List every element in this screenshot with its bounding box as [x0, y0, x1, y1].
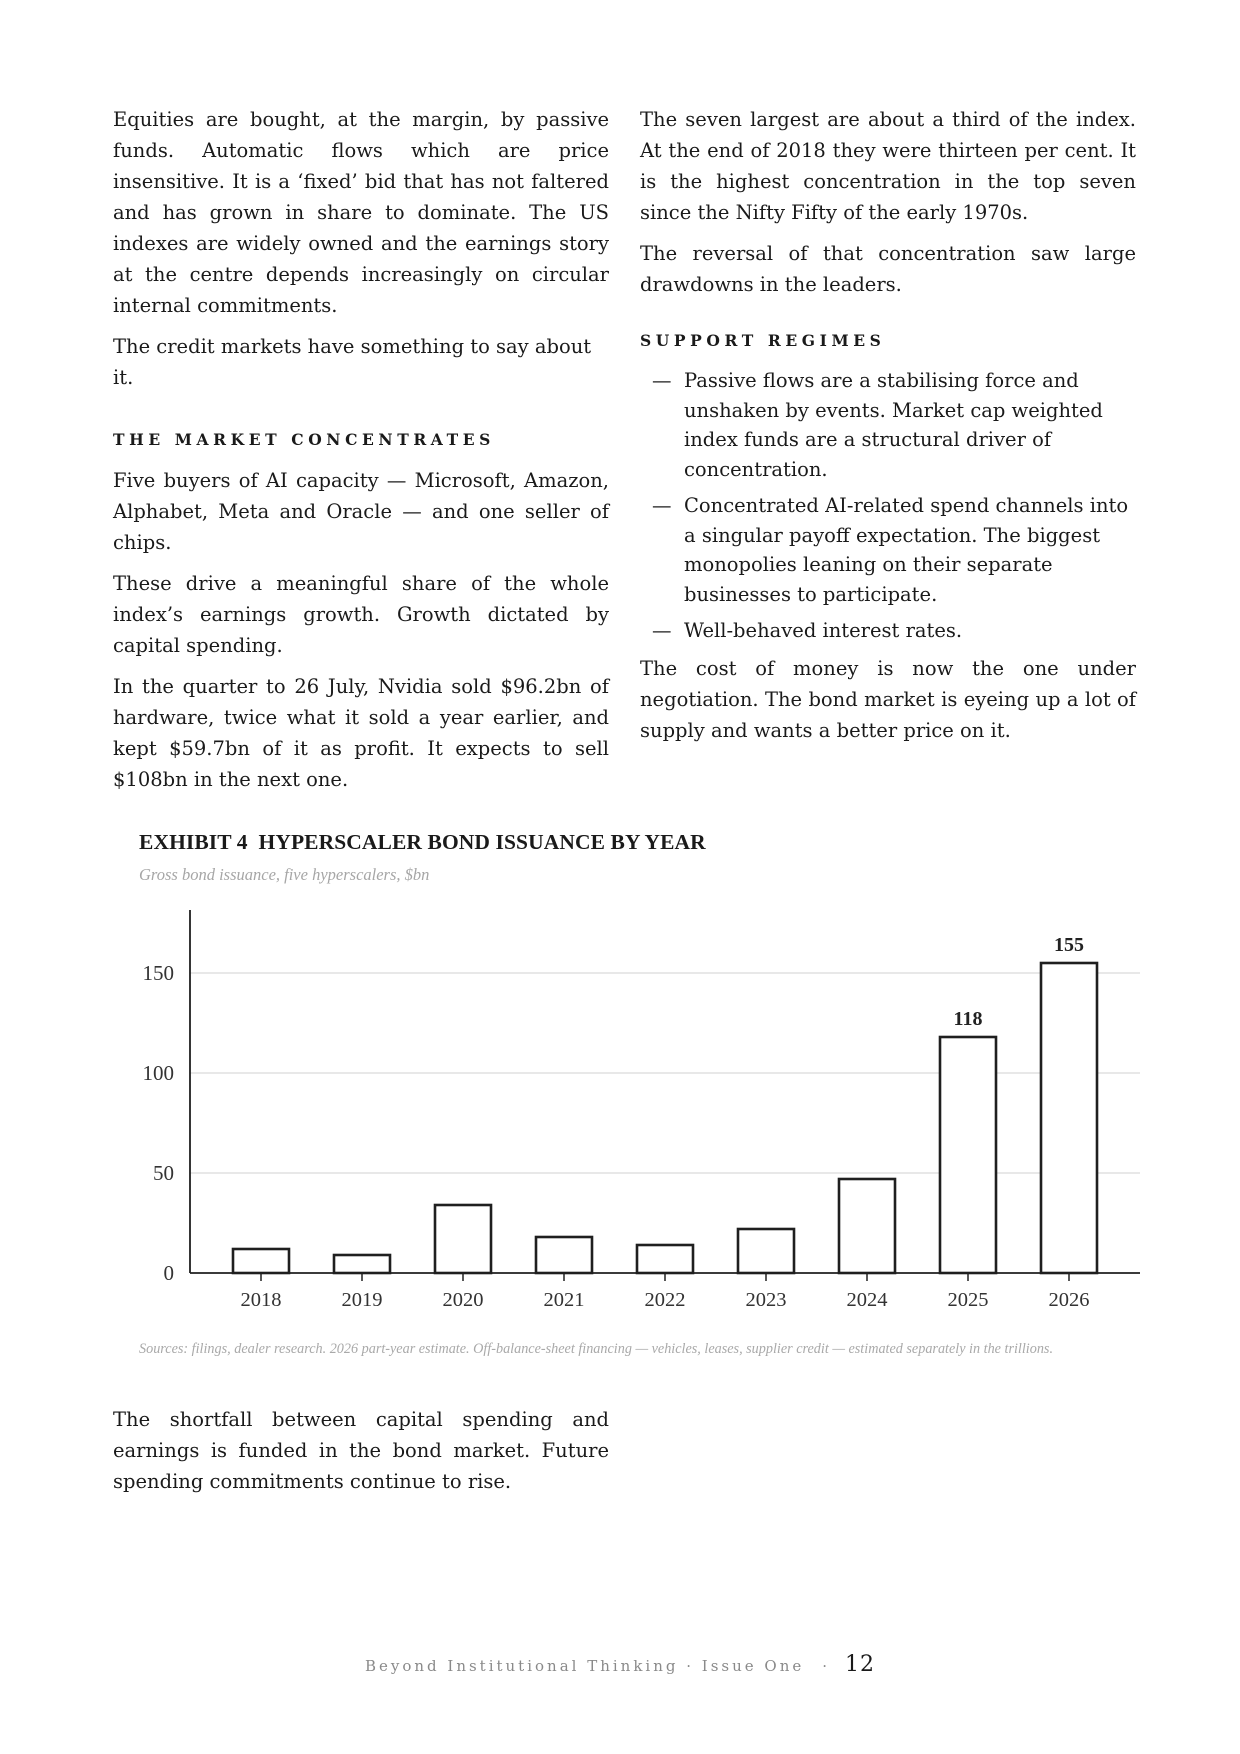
y-tick-label: 50	[153, 1161, 174, 1185]
section-heading: SUPPORT REGIMES	[640, 331, 886, 350]
bar	[233, 1249, 289, 1273]
y-tick-label: 100	[142, 1061, 174, 1085]
body-paragraph: These drive a meaningful share of the whole index’s earnings growth. Growth dictated by capital spending.	[113, 572, 609, 657]
exhibit-subtitle: Gross bond issuance, five hyperscalers, $bn	[139, 865, 430, 884]
body-paragraph: Equities are bought, at the margin, by passive funds. Automatic flows which are price insensitive. It is a ‘fixed’ bid that has not faltered and has grown in share to dominate. The US indexes are widely owned and the earnings story at the centre depends increasingly on circular internal commitments.	[113, 108, 609, 317]
exhibit-title: EXHIBIT 4 HYPERSCALER BOND ISSUANCE BY YEAR	[139, 830, 706, 854]
bar	[738, 1229, 794, 1273]
left-column	[113, 104, 609, 805]
right-column	[640, 104, 1136, 756]
bar	[839, 1179, 895, 1273]
y-tick-label: 0	[163, 1261, 174, 1285]
bar	[334, 1255, 390, 1273]
list-item	[640, 491, 1136, 609]
bullet-dash: —	[652, 619, 672, 642]
page-number: 12	[845, 1652, 876, 1677]
bar	[435, 1205, 491, 1273]
bullet-list	[640, 366, 1136, 646]
bar	[637, 1245, 693, 1273]
body-paragraph: The reversal of that concentration saw large drawdowns in the leaders.	[640, 242, 1136, 296]
x-tick-label: 2023	[745, 1289, 787, 1311]
list-item-text: Well-behaved interest rates.	[684, 619, 963, 642]
data-label: 155	[1054, 934, 1084, 956]
x-tick-label: 2021	[543, 1289, 585, 1311]
body-paragraph: Five buyers of AI capacity — Microsoft, Amazon, Alphabet, Meta and Oracle — and one seller of chips.	[113, 469, 609, 554]
x-tick-label: 2024	[846, 1289, 888, 1311]
x-tick-label: 2018	[240, 1289, 282, 1311]
body-paragraph: The shortfall between capital spending and earnings is funded in the bond market. Future spending commitments continue to rise.	[113, 1408, 609, 1493]
x-tick-label: 2020	[442, 1289, 484, 1311]
body-paragraph: The seven largest are about a third of the index. At the end of 2018 they were thirteen per cent. It is the highest concentration in the top seven since the Nifty Fifty of the early 1970s.	[640, 108, 1136, 224]
bar	[536, 1237, 592, 1273]
exhibit	[139, 828, 1139, 886]
list-item	[640, 616, 1136, 646]
x-tick-label: 2019	[341, 1289, 383, 1311]
body-paragraph: The cost of money is now the one under negotiation. The bond market is eyeing up a lot of supply and wants a better price on it.	[640, 656, 1136, 742]
section-heading: THE MARKET CONCENTRATES	[113, 430, 495, 449]
x-tick-label: 2026	[1048, 1289, 1090, 1311]
bullet-dash: —	[652, 494, 672, 517]
list-item-text: Passive flows are a stabilising force and unshaken by events. Market cap weighted index funds are a structural driver of concentration.	[684, 369, 1103, 481]
bar	[1041, 963, 1097, 1273]
bar	[940, 1037, 996, 1273]
footer-publication: Beyond Institutional Thinking · Issue One	[364, 1657, 805, 1675]
list-item	[640, 366, 1136, 484]
list-item-text: Concentrated AI-related spend channels into a singular payoff expectation. The biggest monopolies leaning on their separate businesses to participate.	[684, 494, 1129, 606]
x-tick-label: 2022	[644, 1289, 686, 1311]
body-paragraph: The credit markets have something to say about it.	[113, 335, 592, 389]
body-paragraph: In the quarter to 26 July, Nvidia sold $96.2bn of hardware, twice what it sold a year earlier, and kept $59.7bn of it as profit. It expects to sell $108bn in the next one.	[113, 675, 609, 791]
y-tick-label: 150	[142, 961, 174, 985]
bullet-dash: —	[652, 369, 672, 392]
x-tick-label: 2025	[947, 1289, 989, 1311]
page-footer	[0, 1652, 1240, 1677]
exhibit-source-note: Sources: filings, dealer research. 2026 part-year estimate. Off-balance-sheet financing — vehicles, leases, supplier credit — estimated separately in the trillions.	[139, 1341, 1054, 1357]
footer-separator: ·	[822, 1657, 828, 1675]
data-label: 118	[953, 1008, 983, 1030]
